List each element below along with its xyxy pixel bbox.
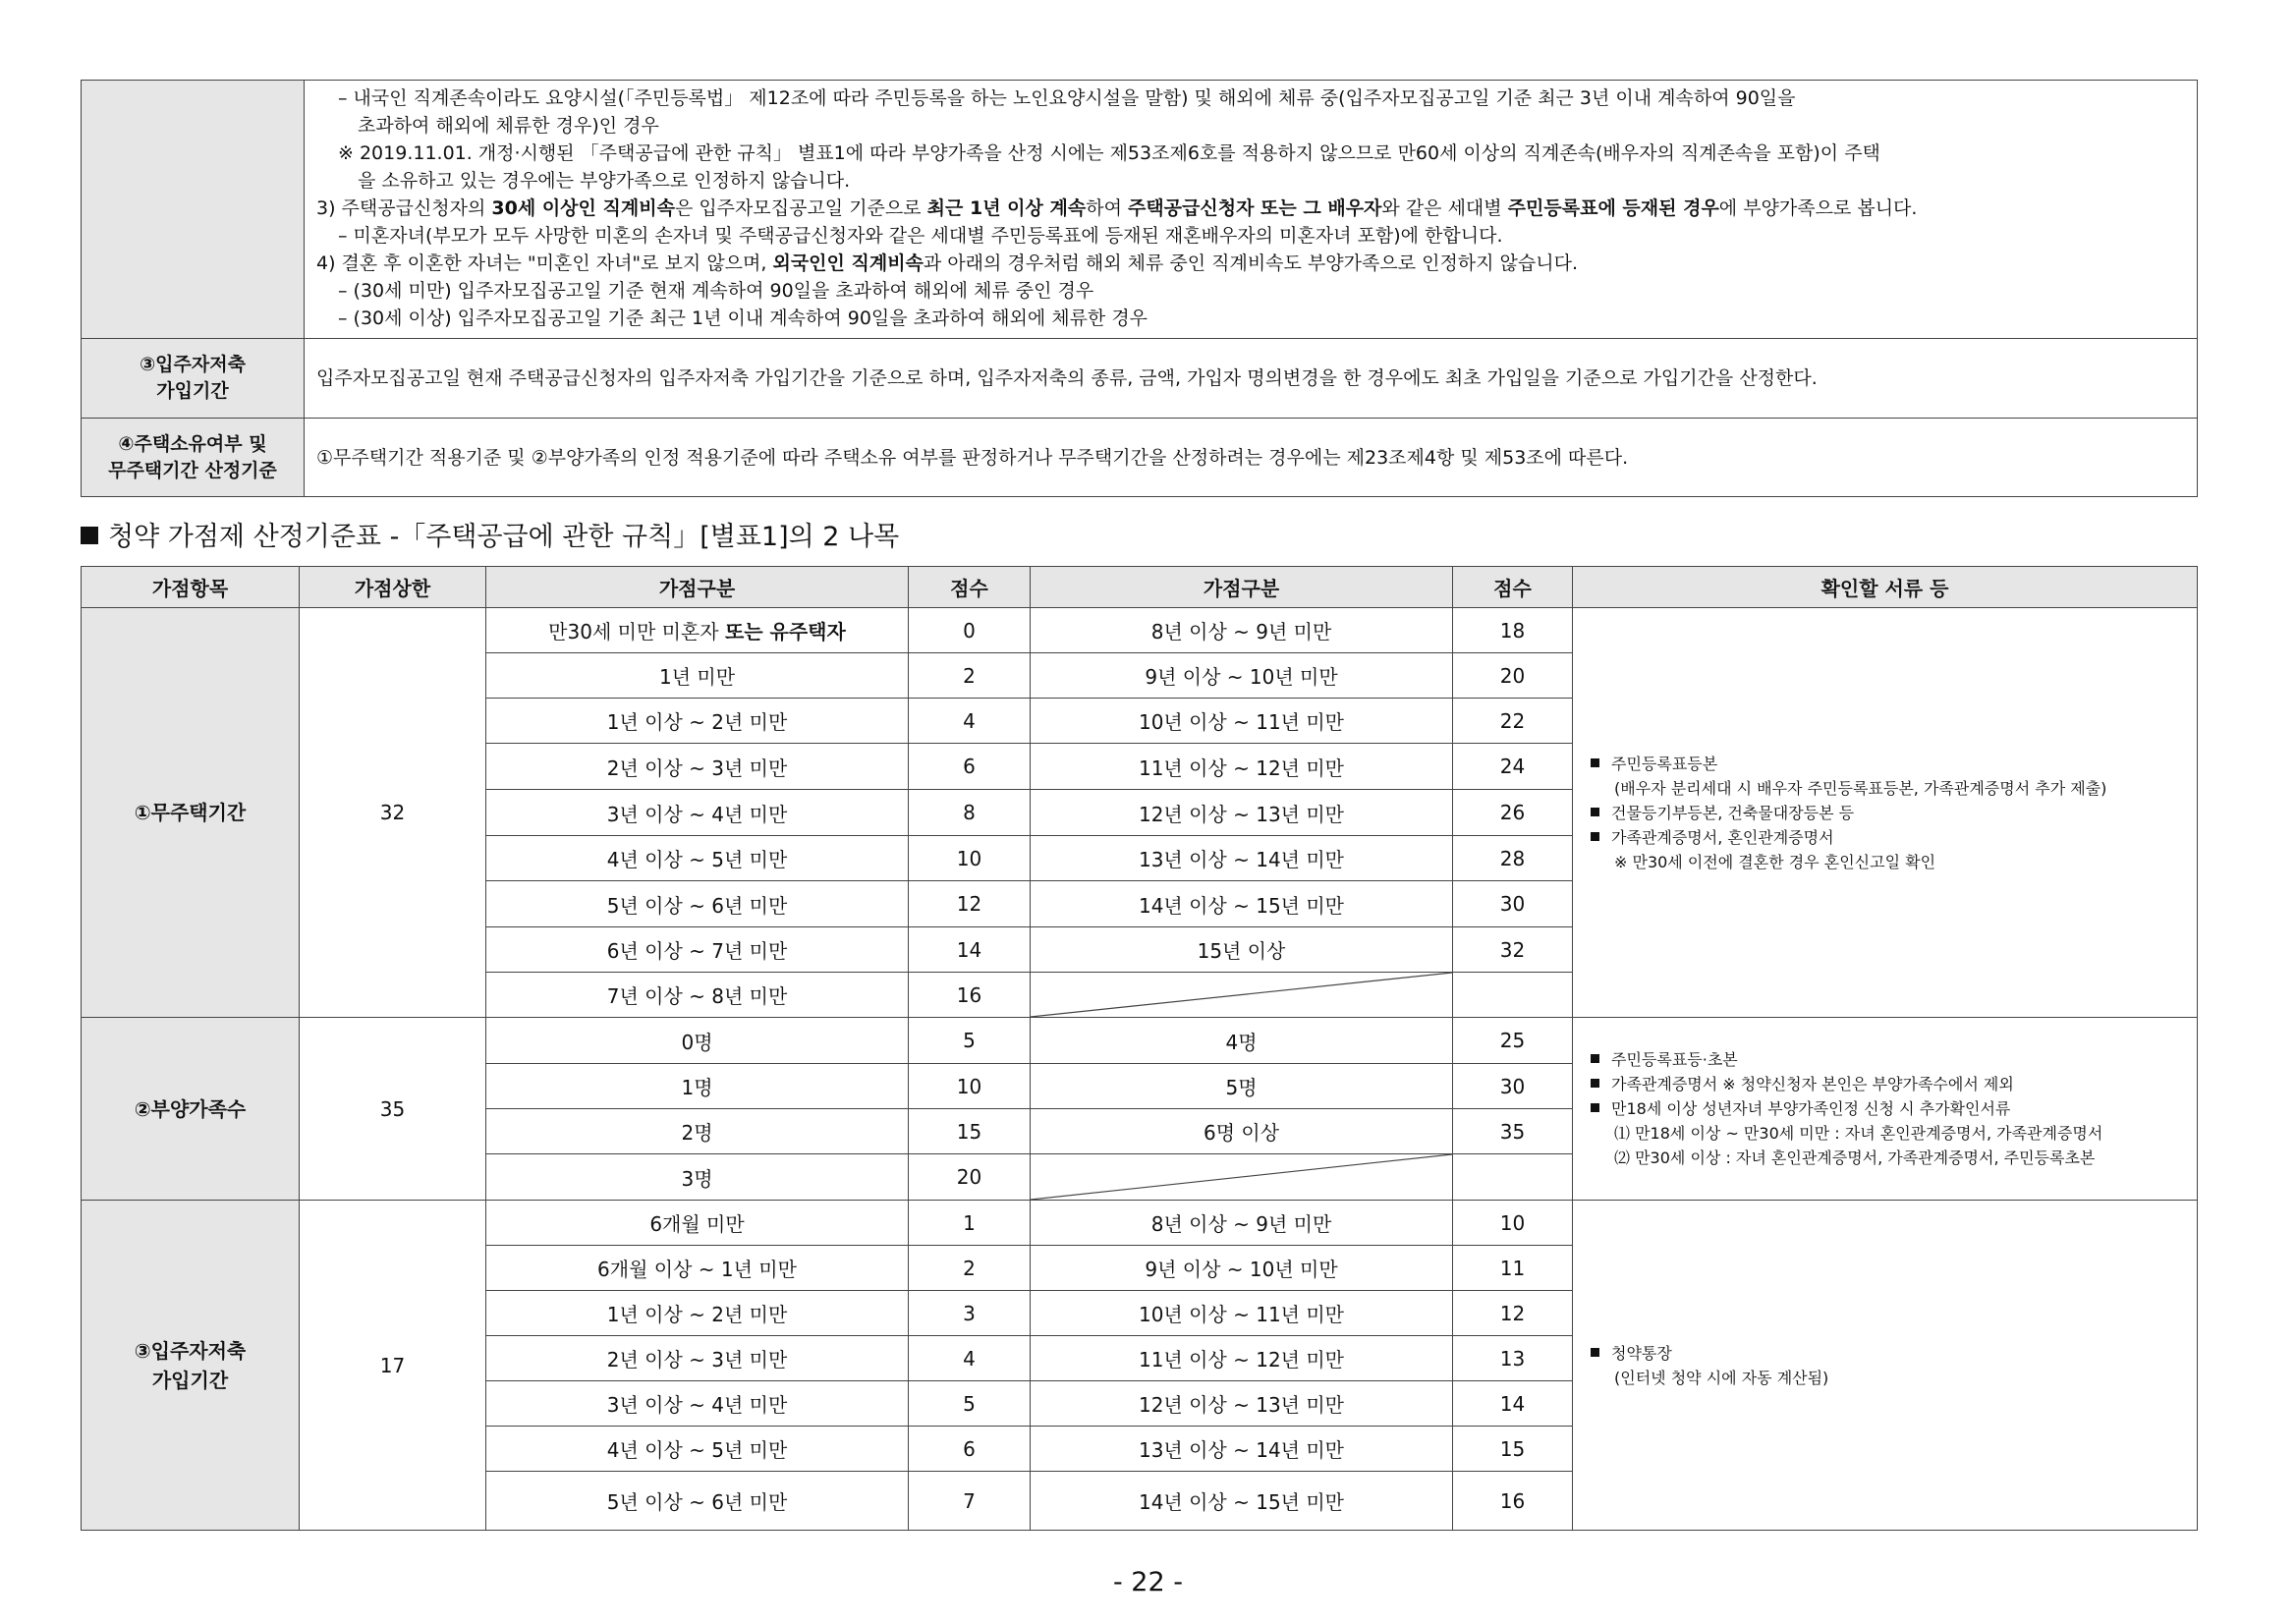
score-cell: 15: [909, 1109, 1031, 1154]
column-header: 확인할 서류 등: [1573, 567, 2198, 608]
document-text: 청약통장: [1611, 1343, 1672, 1363]
score-criteria-table: [81, 566, 2198, 1531]
dependents-criteria-continued: [305, 81, 2198, 339]
category-text: 0명: [681, 1030, 713, 1054]
emphasis: 주민등록표에 등재된 경우: [1507, 197, 1719, 219]
square-bullet-icon: [1591, 1054, 1599, 1063]
score-cell: 10: [1453, 1201, 1573, 1246]
score-cell: 18: [1453, 608, 1573, 653]
emphasis: 외국인인 직계비속: [772, 252, 924, 274]
score-cell: 26: [1453, 790, 1573, 836]
category-cell: [486, 836, 909, 881]
category-text: 6개월 이상 ~ 1년 미만: [597, 1258, 797, 1281]
document-line: [1591, 1366, 2197, 1390]
square-bullet-icon: [1591, 832, 1599, 841]
category-cell: 6명 이상: [1031, 1109, 1453, 1154]
column-header: 가점구분: [1031, 567, 1453, 608]
score-cell: 16: [1453, 1472, 1573, 1531]
category-text: 1년 이상 ~ 2년 미만: [606, 1303, 788, 1326]
document-text: 가족관계증명서 ※ 청약신청자 본인은 부양가족수에서 제외: [1611, 1075, 2014, 1093]
category-cell: [486, 1064, 909, 1109]
required-documents: [1573, 608, 2198, 1018]
table-row: [82, 608, 2198, 653]
category-cell: [486, 1246, 909, 1291]
document-text: ※ 만30세 이전에 결혼한 경우 혼인신고일 확인: [1614, 852, 1936, 871]
category-text: 5년 이상 ~ 6년 미만: [606, 893, 788, 918]
score-max: 17: [300, 1201, 486, 1531]
category-cell: [486, 1381, 909, 1427]
score-cell: 35: [1453, 1109, 1573, 1154]
row-header-savings-period: ③입주자저축 가입기간: [82, 339, 305, 419]
diagonal-line: [1031, 1154, 1452, 1200]
text-line: – 내국인 직계존속이라도 요양시설(「주민등록법」 제12조에 따라 주민등록을 하는 노인요양시설을 말함) 및 해외에 체류 중(입주자모집공고일 기준 최근 3년 이내 계속하여 90일을: [338, 87, 1796, 109]
document-line: [1591, 776, 2197, 801]
score-cell: 14: [909, 927, 1031, 973]
category-cell: [486, 790, 909, 836]
document-line: [1591, 801, 2197, 825]
category-cell: 8년 이상 ~ 9년 미만: [1031, 1201, 1453, 1246]
category-text: 6개월 미만: [649, 1212, 745, 1236]
category-cell: [486, 744, 909, 790]
required-documents: [1573, 1201, 2198, 1531]
required-documents: [1573, 1018, 2198, 1201]
category-cell: [486, 1018, 909, 1064]
score-cell: 3: [909, 1291, 1031, 1336]
score-cell: 10: [909, 836, 1031, 881]
score-cell: 4: [909, 1336, 1031, 1381]
document-text: 주민등록표등·초본: [1611, 1050, 1738, 1069]
document-line: [1591, 1047, 2197, 1072]
column-header: 점수: [909, 567, 1031, 608]
category-cell: [486, 881, 909, 927]
column-header: 점수: [1453, 567, 1573, 608]
score-max: 32: [300, 608, 486, 1018]
item-label: ③입주자저축: [134, 1338, 247, 1363]
category-text: 6년 이상 ~ 7년 미만: [606, 939, 788, 963]
score-max: 35: [300, 1018, 486, 1201]
emphasis: 30세 이상인 직계비속: [491, 197, 675, 219]
score-cell: 7: [909, 1472, 1031, 1531]
category-cell: 11년 이상 ~ 12년 미만: [1031, 1336, 1453, 1381]
category-text: 1년 미만: [658, 665, 736, 689]
empty-cell-with-diagonal: [1031, 1154, 1453, 1201]
document-text: ⑴ 만18세 이상 ~ 만30세 미만 : 자녀 혼인관계증명서, 가족관계증명서: [1614, 1124, 2103, 1143]
text-line-item-4: 4) 결혼 후 이혼한 자녀는 "미혼인 자녀"로 보지 않으며, 외국인인 직계비속과 아래의 경우처럼 해외 체류 중인 직계비속도 부양가족으로 인정하지 않습니다.: [316, 252, 1579, 274]
category-text: 4년 이상 ~ 5년 미만: [606, 1438, 788, 1462]
table-header-row: [82, 567, 2198, 608]
category-text: 1년 이상 ~ 2년 미만: [606, 710, 788, 734]
document-text: (인터넷 청약 시에 자동 계산됨): [1614, 1368, 1829, 1387]
text-line: 을 소유하고 있는 경우에는 부양가족으로 인정하지 않습니다.: [358, 170, 851, 192]
category-cell: 11년 이상 ~ 12년 미만: [1031, 744, 1453, 790]
score-cell: 2: [909, 653, 1031, 699]
category-text: 만30세 미만 미혼자: [548, 620, 725, 644]
category-text: 3년 이상 ~ 4년 미만: [606, 1393, 788, 1417]
document-line: [1591, 1121, 2197, 1146]
score-cell: 4: [909, 699, 1031, 744]
category-cell: [486, 927, 909, 973]
text-line: – 미혼자녀(부모가 모두 사망한 미혼의 손자녀 및 주택공급신청자와 같은 세대별 주민등록표에 등재된 재혼배우자의 미혼자녀 포함)에 한합니다.: [338, 225, 1503, 247]
eligibility-criteria-table: [81, 80, 2198, 497]
emphasis: 최근 1년 이상 계속: [926, 197, 1087, 219]
section-title: 청약 가점제 산정기준표 -「주택공급에 관한 규칙」[별표1]의 2 나목: [81, 515, 899, 553]
category-cell: 5명: [1031, 1064, 1453, 1109]
category-text: 7년 이상 ~ 8년 미만: [606, 984, 788, 1008]
table-row: [82, 81, 2198, 339]
category-cell: [486, 1472, 909, 1531]
score-cell: 30: [1453, 1064, 1573, 1109]
document-line: [1591, 752, 2197, 776]
text-line: 초과하여 해외에 체류한 경우)인 경우: [358, 115, 659, 137]
table-row: [82, 339, 2198, 419]
table-row: [82, 1201, 2198, 1246]
text-line: – (30세 미만) 입주자모집공고일 기준 현재 계속하여 90일을 초과하여 해외에 체류 중인 경우: [338, 280, 1094, 302]
category-cell: 8년 이상 ~ 9년 미만: [1031, 608, 1453, 653]
page-number: - 22 -: [1112, 1567, 1183, 1597]
category-cell: [486, 1291, 909, 1336]
category-cell: [486, 1336, 909, 1381]
score-cell: 2: [909, 1246, 1031, 1291]
column-header: 가점상한: [300, 567, 486, 608]
table-row: [82, 419, 2198, 497]
document-text: ⑵ 만30세 이상 : 자녀 혼인관계증명서, 가족관계증명서, 주민등록초본: [1614, 1148, 2096, 1167]
category-text: 1명: [681, 1076, 713, 1099]
square-bullet-icon: [1591, 758, 1599, 767]
score-cell: 25: [1453, 1018, 1573, 1064]
text-line: – (30세 이상) 입주자모집공고일 기준 최근 1년 이내 계속하여 90일을 초과하여 해외에 체류한 경우: [338, 308, 1148, 329]
category-cell: 9년 이상 ~ 10년 미만: [1031, 653, 1453, 699]
score-cell: 20: [909, 1154, 1031, 1201]
score-cell: 12: [1453, 1291, 1573, 1336]
square-bullet-icon: [1591, 1348, 1599, 1357]
category-text: 3년 이상 ~ 4년 미만: [606, 802, 788, 826]
score-item-name: [82, 608, 300, 1018]
score-cell: 6: [909, 1427, 1031, 1472]
document-line: [1591, 1096, 2197, 1121]
square-bullet-icon: [1591, 1103, 1599, 1112]
score-cell: 12: [909, 881, 1031, 927]
square-bullet-icon: [1591, 1079, 1599, 1088]
score-cell-empty: [1453, 1154, 1573, 1201]
score-cell: 8: [909, 790, 1031, 836]
document-line: [1591, 1341, 2197, 1366]
score-cell: 24: [1453, 744, 1573, 790]
category-cell: [486, 1154, 909, 1201]
score-cell: 1: [909, 1201, 1031, 1246]
score-item-name: [82, 1018, 300, 1201]
document-line: [1591, 825, 2197, 850]
category-cell: 14년 이상 ~ 15년 미만: [1031, 881, 1453, 927]
category-cell: [486, 1109, 909, 1154]
score-cell: 32: [1453, 927, 1573, 973]
category-cell: 13년 이상 ~ 14년 미만: [1031, 836, 1453, 881]
category-cell: 4명: [1031, 1018, 1453, 1064]
category-cell: 10년 이상 ~ 11년 미만: [1031, 699, 1453, 744]
score-item-name: [82, 1201, 300, 1531]
category-cell: [486, 653, 909, 699]
document-text: 가족관계증명서, 혼인관계증명서: [1611, 827, 1834, 847]
item-label: 가입기간: [151, 1368, 229, 1392]
empty-cell-with-diagonal: [1031, 973, 1453, 1018]
category-cell: 12년 이상 ~ 13년 미만: [1031, 790, 1453, 836]
document-line: [1591, 1072, 2197, 1096]
score-cell: 20: [1453, 653, 1573, 699]
category-cell: 9년 이상 ~ 10년 미만: [1031, 1246, 1453, 1291]
score-cell: 10: [909, 1064, 1031, 1109]
housing-ownership-text: ①무주택기간 적용기준 및 ②부양가족의 인정 적용기준에 따라 주택소유 여부를 판정하거나 무주택기간을 산정하려는 경우에는 제23조제4항 및 제53조에 따른다.: [305, 419, 2198, 497]
score-cell: 15: [1453, 1427, 1573, 1472]
category-cell: [486, 699, 909, 744]
row-header-blank: [82, 81, 305, 339]
square-bullet-icon: [81, 527, 98, 544]
square-bullet-icon: [1591, 808, 1599, 816]
document-line: [1591, 850, 2197, 874]
item-label: ②부양가족수: [134, 1096, 247, 1121]
score-cell: 28: [1453, 836, 1573, 881]
score-cell-empty: [1453, 973, 1573, 1018]
item-label: ①무주택기간: [134, 801, 247, 824]
category-cell: 14년 이상 ~ 15년 미만: [1031, 1472, 1453, 1531]
score-cell: 5: [909, 1381, 1031, 1427]
category-text: 2명: [681, 1121, 713, 1145]
category-cell: 10년 이상 ~ 11년 미만: [1031, 1291, 1453, 1336]
category-text: 3명: [681, 1166, 713, 1191]
document-text: 만18세 이상 성년자녀 부양가족인정 신청 시 추가확인서류: [1611, 1099, 2011, 1118]
category-cell: 12년 이상 ~ 13년 미만: [1031, 1381, 1453, 1427]
category-cell: [486, 608, 909, 653]
score-cell: 16: [909, 973, 1031, 1018]
emphasis: 주택공급신청자 또는 그 배우자: [1127, 197, 1382, 219]
document-text: (배우자 분리세대 시 배우자 주민등록표등본, 가족관계증명서 추가 제출): [1614, 778, 2107, 798]
document-text: 건물등기부등본, 건축물대장등본 등: [1611, 803, 1855, 822]
category-cell: 15년 이상: [1031, 927, 1453, 973]
category-cell: 13년 이상 ~ 14년 미만: [1031, 1427, 1453, 1472]
score-table-body: [82, 608, 2198, 1531]
score-cell: 14: [1453, 1381, 1573, 1427]
category-text: 2년 이상 ~ 3년 미만: [606, 756, 788, 780]
document-text: 주민등록표등본: [1611, 754, 1718, 773]
row-header-housing-ownership: ④주택소유여부 및 무주택기간 산정기준: [82, 419, 305, 497]
score-cell: 22: [1453, 699, 1573, 744]
score-cell: 0: [909, 608, 1031, 653]
category-cell: [486, 973, 909, 1018]
category-text: 4년 이상 ~ 5년 미만: [606, 848, 788, 871]
category-text: 2년 이상 ~ 3년 미만: [606, 1348, 788, 1372]
score-cell: 6: [909, 744, 1031, 790]
score-cell: 11: [1453, 1246, 1573, 1291]
column-header: 가점항목: [82, 567, 300, 608]
score-cell: 30: [1453, 881, 1573, 927]
column-header: 가점구분: [486, 567, 909, 608]
score-cell: 5: [909, 1018, 1031, 1064]
table-row: [82, 1018, 2198, 1064]
score-cell: 13: [1453, 1336, 1573, 1381]
diagonal-line: [1031, 973, 1452, 1017]
category-text: 5년 이상 ~ 6년 미만: [606, 1490, 788, 1514]
text-line: ※ 2019.11.01. 개정·시행된 「주택공급에 관한 규칙」 별표1에 따라 부양가족을 산정 시에는 제53조제6호를 적용하지 않으므로 만60세 이상의 직계존속(배우자의 직계존속을 포함)이 주택: [338, 142, 1880, 164]
category-text-bold: 또는 유주택자: [724, 620, 846, 644]
text-line-item-3: 3) 주택공급신청자의 30세 이상인 직계비속은 입주자모집공고일 기준으로 최근 1년 이상 계속하여 주택공급신청자 또는 그 배우자와 같은 세대별 주민등록표에 등재된 경우에 부양가족으로 봅니다.: [316, 197, 1918, 219]
category-cell: [486, 1201, 909, 1246]
savings-period-text: 입주자모집공고일 현재 주택공급신청자의 입주자저축 가입기간을 기준으로 하며, 입주자저축의 종류, 금액, 가입자 명의변경을 한 경우에도 최초 가입일을 기준으로 가입기간을 산정한다.: [305, 339, 2198, 419]
document-line: [1591, 1146, 2197, 1170]
category-cell: [486, 1427, 909, 1472]
